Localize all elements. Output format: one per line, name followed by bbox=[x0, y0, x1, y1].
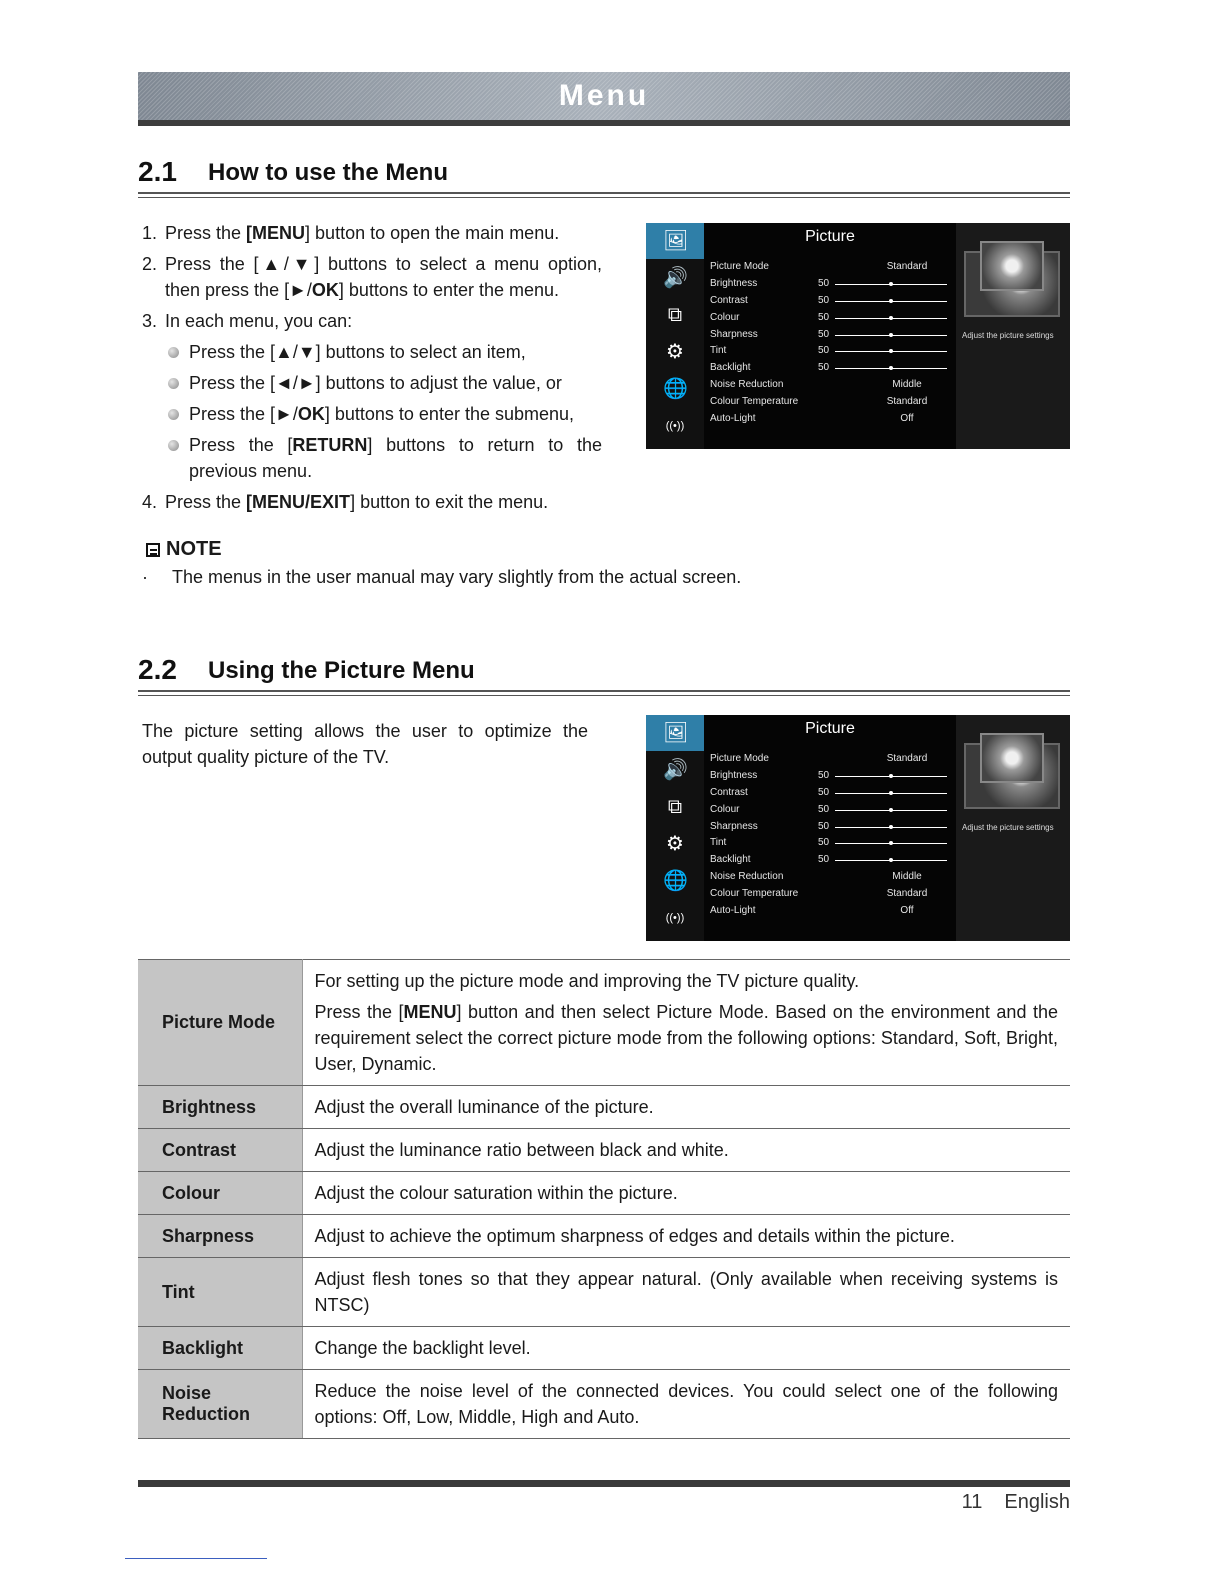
row-value: Off bbox=[900, 905, 914, 917]
section-number: 2.1 bbox=[138, 156, 177, 187]
bullet-icon bbox=[168, 440, 179, 451]
row-label: Sharpness bbox=[710, 820, 758, 832]
step-number: 3. bbox=[142, 311, 158, 331]
slider-knob bbox=[889, 366, 893, 370]
note-text: The menus in the user manual may vary slightly from the actual screen. bbox=[172, 567, 742, 587]
row-label: Backlight bbox=[710, 854, 751, 866]
slider-track bbox=[835, 776, 947, 777]
channel-icon: ⧉ bbox=[667, 796, 683, 818]
note-title: NOTE bbox=[166, 538, 222, 560]
slider-track bbox=[835, 335, 947, 336]
menu-preview-panel bbox=[956, 715, 1070, 941]
row-label: Noise Reduction bbox=[710, 871, 784, 883]
row-label: Brightness bbox=[710, 277, 758, 289]
menu-row-picture-mode bbox=[710, 751, 950, 768]
table-text: Press the [ bbox=[314, 1002, 404, 1022]
table-text: ] button and then select Picture Mode. Based on the environment and the requirement select the correct picture mode from the following options: Standard, Soft, Bright, User, Dynamic. bbox=[314, 1002, 1058, 1074]
picture-icon: 🖼 bbox=[663, 230, 689, 252]
row-label: Colour Temperature bbox=[710, 396, 799, 408]
preview-image-secondary bbox=[980, 733, 1044, 783]
row-value: 50 bbox=[818, 328, 830, 340]
row-value: 50 bbox=[818, 803, 830, 815]
menu-row-auto-light bbox=[710, 411, 950, 428]
table-key-line: Reduction bbox=[162, 1404, 250, 1424]
substep-text-line1 bbox=[189, 432, 602, 458]
slider-track bbox=[835, 351, 947, 352]
table-text: For setting up the picture mode and improving the TV picture quality. bbox=[314, 971, 860, 991]
slider-track bbox=[835, 827, 947, 828]
table-key: Brightness bbox=[138, 1086, 302, 1129]
row-label: Contrast bbox=[710, 786, 748, 798]
row-value: Off bbox=[900, 413, 914, 425]
step-2 bbox=[142, 251, 602, 303]
slider-track bbox=[835, 860, 947, 861]
slider-knob bbox=[889, 316, 893, 320]
menu-row-noise-reduction bbox=[710, 377, 950, 394]
menu-steps bbox=[142, 220, 602, 520]
slider-track bbox=[835, 793, 947, 794]
table-text-block bbox=[315, 999, 1059, 1077]
bullet-icon bbox=[168, 409, 179, 420]
step-1 bbox=[142, 220, 602, 246]
row-value: Middle bbox=[892, 379, 922, 391]
menu-sidebar bbox=[646, 715, 704, 941]
menu-row-noise-reduction bbox=[710, 869, 950, 886]
row-label: Picture Mode bbox=[710, 753, 769, 764]
substep-text: Press the [▲/▼] buttons to select an item, bbox=[189, 342, 526, 362]
row-value: 50 bbox=[818, 769, 830, 781]
slider-knob bbox=[889, 808, 893, 812]
menu-row-backlight bbox=[710, 852, 950, 869]
slider-knob bbox=[889, 791, 893, 795]
footer-rule bbox=[138, 1480, 1070, 1487]
row-value: 50 bbox=[818, 820, 830, 832]
table-key-line: Noise bbox=[162, 1383, 212, 1403]
menu-description: Adjust the picture settings bbox=[962, 823, 1054, 832]
bullet-icon bbox=[168, 378, 179, 389]
menu-row-contrast bbox=[710, 785, 950, 802]
row-value: 50 bbox=[818, 294, 830, 306]
wireless-icon: ((•)) bbox=[665, 420, 685, 432]
heading-rule bbox=[138, 695, 1070, 696]
heading-rule bbox=[138, 192, 1070, 194]
slider-knob bbox=[889, 282, 893, 286]
step-number: 1. bbox=[142, 223, 158, 243]
menu-row-colour-temperature bbox=[710, 394, 950, 411]
menu-row-sharpness bbox=[710, 819, 950, 836]
tv-picture-menu-screenshot bbox=[646, 223, 1070, 449]
row-value: 50 bbox=[818, 837, 830, 849]
row-value: 50 bbox=[818, 277, 830, 289]
corner-line bbox=[125, 1558, 267, 1559]
note-bullet: · bbox=[142, 567, 148, 587]
slider-track bbox=[835, 843, 947, 844]
menu-row-contrast bbox=[710, 293, 950, 310]
table-value bbox=[302, 960, 1070, 1086]
slider-track bbox=[835, 368, 947, 369]
slider-knob bbox=[889, 825, 893, 829]
preview-image-secondary bbox=[980, 241, 1044, 291]
row-label: Colour bbox=[710, 311, 740, 323]
menu-row-brightness bbox=[710, 276, 950, 293]
network-icon: 🌐 bbox=[663, 870, 688, 892]
step-4 bbox=[142, 489, 602, 515]
substep-2 bbox=[142, 370, 602, 396]
menu-row-tint bbox=[710, 343, 950, 360]
slider-track bbox=[835, 284, 947, 285]
table-key: Colour bbox=[138, 1172, 302, 1215]
row-value: 50 bbox=[818, 362, 830, 374]
slider-knob bbox=[889, 858, 893, 862]
menu-banner bbox=[138, 72, 1070, 126]
network-icon: 🌐 bbox=[663, 378, 688, 400]
tv-picture-menu-screenshot bbox=[646, 715, 1070, 941]
step-number: 2. bbox=[142, 254, 158, 274]
menu-row-backlight bbox=[710, 360, 950, 377]
section-title: How to use the Menu bbox=[208, 159, 448, 186]
step-text: then press the [►/ bbox=[165, 280, 312, 300]
page-number: 11 bbox=[961, 1491, 983, 1513]
step-key: OK bbox=[311, 280, 339, 300]
menu-row-tint bbox=[710, 835, 950, 852]
table-row bbox=[138, 1129, 1070, 1172]
table-value: Adjust the luminance ratio between black and white. bbox=[302, 1129, 1070, 1172]
row-value: Standard bbox=[886, 261, 928, 272]
row-label: Sharpness bbox=[710, 328, 758, 340]
slider-knob bbox=[889, 349, 893, 353]
menu-description: Adjust the picture settings bbox=[962, 331, 1054, 340]
row-label: Noise Reduction bbox=[710, 379, 784, 391]
section-number: 2.2 bbox=[138, 654, 177, 685]
table-value: Change the backlight level. bbox=[302, 1327, 1070, 1370]
row-value: 50 bbox=[818, 854, 830, 866]
banner-title: Menu bbox=[558, 79, 650, 112]
slider-knob bbox=[889, 299, 893, 303]
sound-icon: 🔊 bbox=[663, 759, 688, 781]
table-row bbox=[138, 1370, 1070, 1439]
menu-row-picture-mode bbox=[710, 259, 950, 276]
wireless-icon: ((•)) bbox=[665, 912, 685, 924]
substep-text: ] buttons to return to the bbox=[367, 435, 602, 455]
row-value: Standard bbox=[886, 396, 928, 408]
menu-row-colour bbox=[710, 310, 950, 327]
table-row bbox=[138, 1172, 1070, 1215]
row-value: 50 bbox=[818, 786, 830, 798]
step-number: 4. bbox=[142, 492, 158, 512]
row-label: Brightness bbox=[710, 769, 758, 781]
row-value: Standard bbox=[886, 888, 928, 900]
table-row bbox=[138, 1327, 1070, 1370]
table-value: Adjust the colour saturation within the picture. bbox=[302, 1172, 1070, 1215]
note-body bbox=[142, 567, 741, 588]
picture-settings-table bbox=[138, 959, 1070, 1439]
channel-icon: ⧉ bbox=[667, 304, 683, 326]
slider-track bbox=[835, 810, 947, 811]
substep-text: previous menu. bbox=[189, 461, 313, 481]
step-text: Press the bbox=[165, 492, 247, 512]
table-row bbox=[138, 960, 1070, 1086]
menu-row-sharpness bbox=[710, 327, 950, 344]
settings-icon: ⚙ bbox=[666, 341, 684, 363]
row-value: Middle bbox=[892, 871, 922, 883]
slider-knob bbox=[889, 333, 893, 337]
menu-header: Picture bbox=[805, 720, 855, 737]
table-key: Contrast bbox=[138, 1129, 302, 1172]
row-label: Tint bbox=[710, 345, 727, 357]
menu-header: Picture bbox=[805, 228, 855, 245]
section-heading-2-1 bbox=[138, 156, 1070, 196]
menu-row-colour-temperature bbox=[710, 886, 950, 903]
menu-rows bbox=[710, 259, 950, 428]
substep-text: Press the [ bbox=[189, 435, 293, 455]
row-label: Colour bbox=[710, 803, 740, 815]
footer-language: English bbox=[1004, 1491, 1070, 1513]
row-label: Tint bbox=[710, 837, 727, 849]
table-key: Tint bbox=[138, 1258, 302, 1327]
table-row bbox=[138, 1258, 1070, 1327]
section-title: Using the Picture Menu bbox=[208, 657, 475, 684]
row-label: Auto-Light bbox=[710, 905, 756, 917]
substep-3 bbox=[142, 401, 602, 427]
substep-text: Press the [►/ bbox=[189, 404, 298, 424]
table-row bbox=[138, 1086, 1070, 1129]
bullet-icon bbox=[168, 347, 179, 358]
step-text: ] buttons to enter the menu. bbox=[338, 280, 560, 300]
table-key bbox=[138, 1370, 302, 1439]
menu-rows bbox=[710, 751, 950, 920]
step-text: ] button to open the main menu. bbox=[305, 223, 560, 243]
picture-icon: 🖼 bbox=[663, 722, 689, 744]
page-footer bbox=[962, 1491, 1070, 1514]
table-value: Adjust flesh tones so that they appear natural. (Only available when receiving systems is NTSC) bbox=[302, 1258, 1070, 1327]
row-label: Picture Mode bbox=[710, 261, 769, 272]
menu-row-auto-light bbox=[710, 903, 950, 920]
menu-row-colour bbox=[710, 802, 950, 819]
step-text: ] button to exit the menu. bbox=[350, 492, 549, 512]
row-label: Backlight bbox=[710, 362, 751, 374]
row-value: Standard bbox=[886, 753, 928, 764]
step-3 bbox=[142, 308, 602, 334]
row-value: 50 bbox=[818, 311, 830, 323]
step-text-line2 bbox=[165, 277, 602, 303]
menu-sidebar bbox=[646, 223, 704, 449]
table-key-term: MENU bbox=[403, 1002, 457, 1022]
row-label: Auto-Light bbox=[710, 413, 756, 425]
section-intro: The picture setting allows the user to optimize the output quality picture of the TV. bbox=[142, 721, 588, 767]
table-key: Sharpness bbox=[138, 1215, 302, 1258]
settings-icon: ⚙ bbox=[666, 833, 684, 855]
step-key: [MENU/EXIT bbox=[246, 492, 351, 512]
slider-knob bbox=[889, 774, 893, 778]
slider-knob bbox=[889, 841, 893, 845]
heading-rule bbox=[138, 197, 1070, 198]
section-heading-2-2 bbox=[138, 654, 1070, 694]
note-heading bbox=[146, 538, 222, 561]
step-text: In each menu, you can: bbox=[165, 311, 353, 331]
substep-text: ] buttons to enter the submenu, bbox=[324, 404, 575, 424]
menu-preview-panel bbox=[956, 223, 1070, 449]
row-label: Contrast bbox=[710, 294, 748, 306]
table-row bbox=[138, 1215, 1070, 1258]
note-icon bbox=[146, 543, 160, 557]
step-text: Press the [▲/▼] buttons to select a menu option, bbox=[165, 254, 602, 274]
slider-track bbox=[835, 318, 947, 319]
step-key: [MENU bbox=[246, 223, 306, 243]
table-value: Adjust the overall luminance of the picture. bbox=[302, 1086, 1070, 1129]
sound-icon: 🔊 bbox=[663, 267, 688, 289]
row-label: Colour Temperature bbox=[710, 888, 799, 900]
substep-1 bbox=[142, 339, 602, 365]
menu-row-brightness bbox=[710, 768, 950, 785]
table-key: Backlight bbox=[138, 1327, 302, 1370]
step-text: Press the bbox=[165, 223, 247, 243]
substep-4 bbox=[142, 432, 602, 484]
row-value: 50 bbox=[818, 345, 830, 357]
substep-key: OK bbox=[297, 404, 325, 424]
substep-key: RETURN bbox=[292, 435, 368, 455]
table-value: Reduce the noise level of the connected devices. You could select one of the following options: Off, Low, Middle, High and Auto. bbox=[302, 1370, 1070, 1439]
substep-text: Press the [◄/►] buttons to adjust the value, or bbox=[189, 373, 562, 393]
heading-rule bbox=[138, 690, 1070, 692]
table-key: Picture Mode bbox=[138, 960, 302, 1086]
slider-track bbox=[835, 301, 947, 302]
table-value: Adjust to achieve the optimum sharpness of edges and details within the picture. bbox=[302, 1215, 1070, 1258]
